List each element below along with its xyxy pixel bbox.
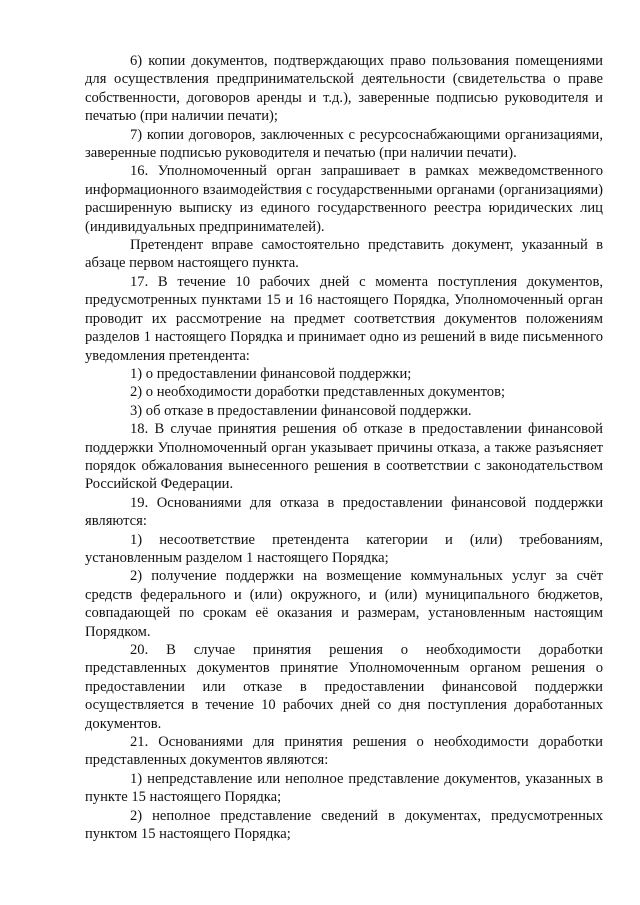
clause-16: 16. Уполномоченный орган запрашивает в рамках межведомственного информационного взаимодействия с государственными органами (организациями) расширенную выписку из единого государственного реестра юридических лиц (индивидуальных предпринимателей). xyxy=(85,163,603,235)
clause-21: 21. Основаниями для принятия решения о необходимости доработки представленных документов являются: xyxy=(85,734,603,769)
document-page xyxy=(85,52,603,843)
decision-2: 2) о необходимости доработки представленных документов; xyxy=(130,384,506,401)
decision-1: 1) о предоставлении финансовой поддержки; xyxy=(130,365,412,382)
refusal-ground-2: 2) получение поддержки на возмещение коммунальных услуг за счёт средств федерального и (или) окружного, и (или) муниципального бюджетов, совпадающей по срокам её оказания и размерам, установленным настоящим Порядком. xyxy=(85,568,603,640)
refusal-ground-1: 1) несоответствие претендента категории и (или) требованиям, установленным разделом 1 настоящего Порядка; xyxy=(85,531,603,566)
revision-ground-2: 2) неполное представление сведений в документах, предусмотренных пунктом 15 настоящего Порядка; xyxy=(85,807,603,843)
revision-ground-1: 1) непредставление или неполное представление документов, указанных в пункте 15 настоящего Порядка; xyxy=(85,770,603,806)
clause-19: 19. Основаниями для отказа в предоставлении финансовой поддержки являются: xyxy=(85,494,603,530)
clause-20: 20. В случае принятия решения о необходимости доработки представленных документов принятие Уполномоченным органом решения о предоставлении или отказе в предоставлении финансовой поддержки осуществляется в течение 10 рабочих дней со дня поступления доработанных документов. xyxy=(85,642,603,732)
item-7-copies-contracts: 7) копии договоров, заключенных с ресурсоснабжающими организациями, заверенные подписью руководителя и печатью (при наличии печати). xyxy=(85,126,603,162)
clause-16-applicant-right: Претендент вправе самостоятельно представить документ, указанный в абзаце первом настоящего пункта. xyxy=(85,237,603,272)
clause-18: 18. В случае принятия решения об отказе в предоставлении финансовой поддержки Уполномоченный орган указывает причины отказа, а также разъясняет порядок обжалования вынесенного решения в соответствии с законодательством Российской Федерации. xyxy=(85,421,603,493)
clause-17: 17. В течение 10 рабочих дней с момента поступления документов, предусмотренных пунктами 15 и 16 настоящего Порядка, Уполномоченный орган проводит их рассмотрение на предмет соответствия документов положениям разделов 1 настоящего Порядка и принимает одно из решений в виде письменного уведомления претендента: xyxy=(85,273,603,364)
item-6-copies-premises: 6) копии документов, подтверждающих право пользования помещениями для осуществления предпринимательской деятельности (свидетельства о праве собственности, договоров аренды и т.д.), заверенные подписью руководителя и печатью (при наличии печати); xyxy=(85,53,603,125)
decision-3: 3) об отказе в предоставлении финансовой поддержки. xyxy=(130,402,472,419)
